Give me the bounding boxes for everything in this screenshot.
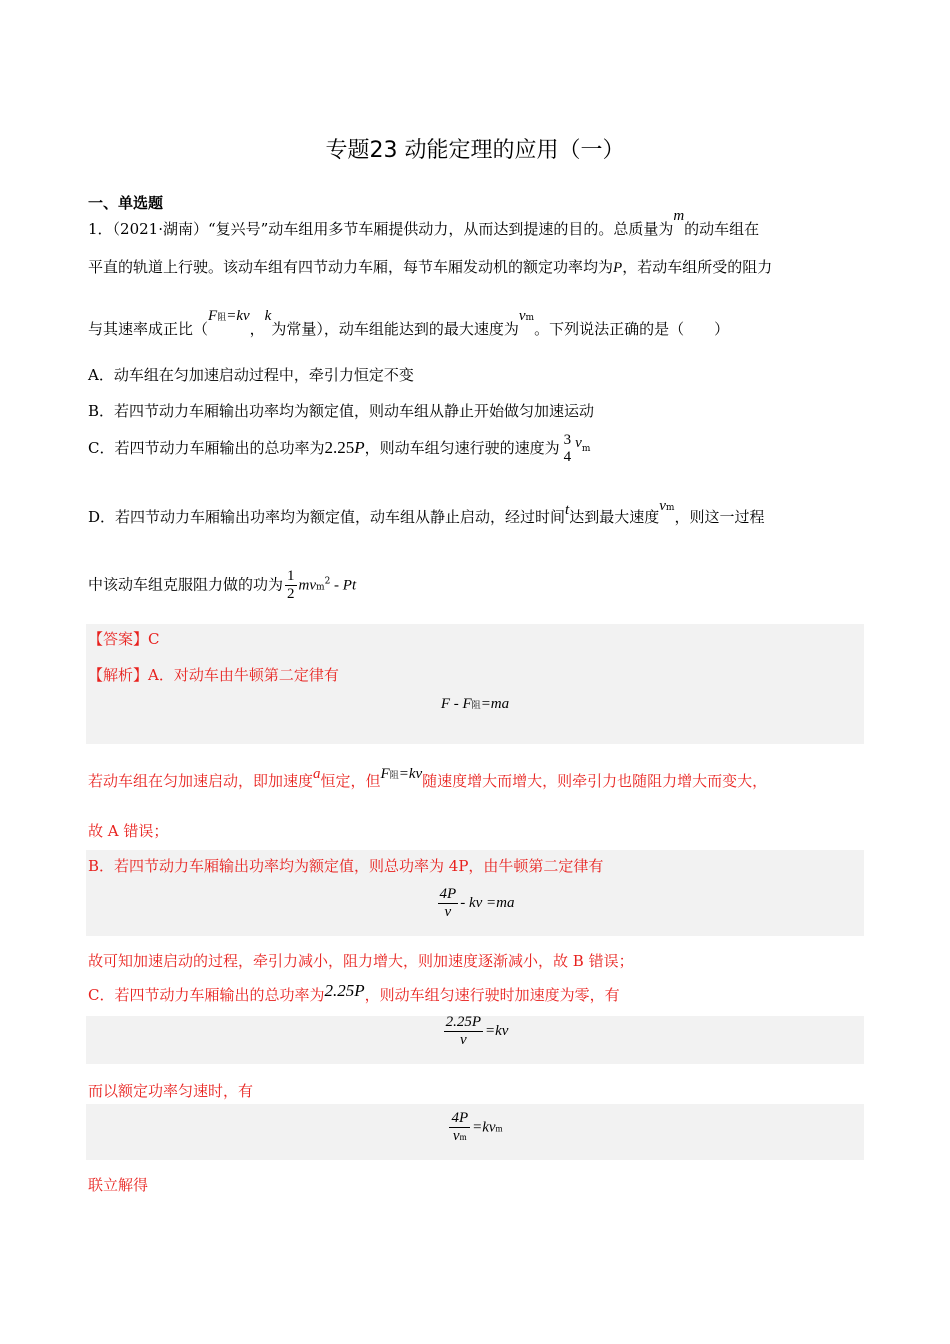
var-v: v xyxy=(518,308,526,324)
question-line-1 xyxy=(88,208,760,239)
question-text: 1．（2021·湖南）“复兴号”动车组用多节车厢提供动力，从而达到提速的目的。总质量为 xyxy=(88,220,674,238)
question-text: 的动车组在 xyxy=(684,220,760,238)
analysis-label: 【解析】 xyxy=(88,666,149,684)
var-k: k xyxy=(264,308,272,324)
analysis-text: A．对动车由牛顿第二定律有 xyxy=(148,666,339,684)
option-text: ，则动车组匀速行驶的速度为 xyxy=(364,439,560,457)
answer-value: C xyxy=(148,630,160,648)
answer-line xyxy=(88,628,160,649)
subscript-m: m xyxy=(665,503,675,513)
page-title: 专题23 动能定理的应用（一） xyxy=(325,138,625,163)
question-text: 。下列说法正确的是（ ） xyxy=(534,320,730,338)
question-text: 为常量），动车组能达到的最大速度为 xyxy=(271,320,519,338)
subscript-m: m xyxy=(581,444,591,454)
var-F: F xyxy=(208,308,218,324)
question-line-2 xyxy=(88,256,772,277)
equation-2: $\frac{4P}{v}$ - kv =ma xyxy=(439,886,515,920)
option-d-line-2 xyxy=(88,568,356,603)
question-text: ，若动车组所受的阻力 xyxy=(622,258,773,276)
formula-minus-Pt: - Pt xyxy=(330,577,357,594)
analysis-a-text: 若动车组在匀加速启动，即加速度a恒定，但F阻=kv随速度增大而增大，则牵引力也随阻力增大而变大， xyxy=(88,766,768,790)
fraction-1-2: $\frac{1}{2}$ xyxy=(287,568,295,602)
fraction-4P-vm: $\frac{4P}{vm}$ xyxy=(451,1110,469,1144)
option-text: D．若四节动力车厢输出功率均为额定值，动车组从静止启动，经过时间 xyxy=(88,508,566,526)
analysis-a-conclusion: 故 A 错误； xyxy=(88,822,169,840)
option-c xyxy=(88,432,590,466)
fraction-3-4: 3 4 xyxy=(563,432,572,465)
var-t: t xyxy=(565,502,570,518)
var-P: P xyxy=(613,260,623,276)
option-text: 达到最大速度 xyxy=(569,508,660,526)
analysis-c-text: 而以额定功率匀速时，有 xyxy=(88,1082,254,1100)
formula-mv: mv xyxy=(298,577,317,594)
equation-3: $\frac{2.25P}{v}$ =kv xyxy=(445,1014,509,1048)
question-text: 平直的轨道上行驶。该动车组有四节动力车厢，每节车厢发动机的额定功率均为 xyxy=(88,258,614,276)
equation-1: F - F阻=ma xyxy=(440,696,510,712)
var-v: v xyxy=(659,498,666,514)
option-text: C．若四节动力车厢输出的总功率为 xyxy=(88,439,325,457)
option-a: A．动车组在匀加速启动过程中，牵引力恒定不变 xyxy=(88,366,414,384)
section-heading: 一、单选题 xyxy=(88,194,164,212)
var-P: P xyxy=(354,438,365,457)
option-d xyxy=(88,498,765,527)
subscript-m: m xyxy=(316,582,325,593)
analysis-b-text: 故可知加速启动的过程，牵引力减小，阻力增大，则加速度逐渐减小，故 B 错误； xyxy=(88,952,634,970)
fraction-2-25P-v: $\frac{2.25P}{v}$ xyxy=(445,1014,481,1048)
option-b: B．若四节动力车厢输出功率均为额定值，则动车组从静止开始做匀加速运动 xyxy=(88,402,595,420)
equation-4: $\frac{4P}{vm}$ =kvm xyxy=(451,1110,503,1144)
superscript-2: 2 xyxy=(324,576,331,587)
var-a: a xyxy=(313,766,321,782)
analysis-b-intro: B．若四节动力车厢输出功率均为额定值，则总功率为 4P，由牛顿第二定律有 xyxy=(88,857,604,875)
option-text: ，则这一过程 xyxy=(674,508,765,526)
answer-label: 【答案】 xyxy=(88,630,149,648)
var-v: v xyxy=(575,435,582,451)
analysis-final: 联立解得 xyxy=(88,1176,149,1194)
analysis-c-intro: C．若四节动力车厢输出的总功率为2.25P，则动车组匀速行驶时加速度为零，有 xyxy=(88,981,620,1004)
question-text: 与其速率成正比（ xyxy=(88,320,209,338)
comma: ， xyxy=(249,320,265,338)
var-m: m xyxy=(673,208,685,224)
value-2-25: 2.25 xyxy=(324,438,355,457)
subscript-m: m xyxy=(525,313,535,323)
option-text: 中该动车组克服阻力做的功为 xyxy=(88,575,284,594)
formula-kv: =kv xyxy=(226,308,250,324)
fraction-4P-v: $\frac{4P}{v}$ xyxy=(439,886,457,920)
question-line-3 xyxy=(88,308,730,339)
analysis-a-intro xyxy=(88,664,339,685)
subscript-zu: 阻 xyxy=(217,313,227,323)
